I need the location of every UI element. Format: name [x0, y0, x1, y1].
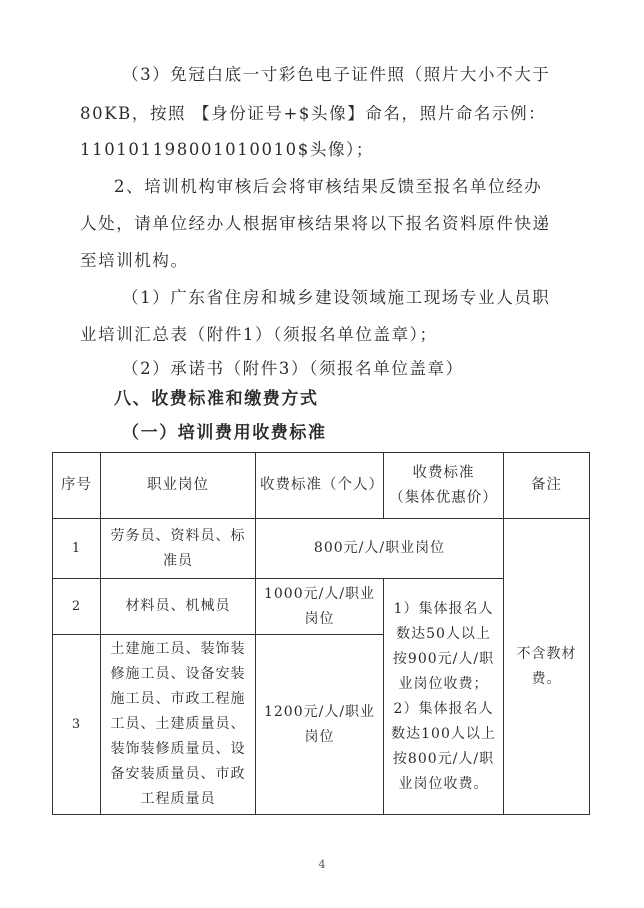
- para2-item1-line2: 业培训汇总表（附件1）（须报名单位盖章）；: [80, 325, 438, 344]
- header-note: 备注: [504, 453, 590, 519]
- item3-line1: （3）免冠白底一寸彩色电子证件照（照片大小不大于: [122, 65, 551, 84]
- row2-fee-line2: 岗位: [304, 610, 335, 627]
- page-number: 4: [318, 858, 326, 871]
- row3-post-line: 土建施工员、装饰装: [110, 641, 246, 657]
- group-fee-cell: [384, 579, 504, 815]
- para2-item2-line1: （2）承诺书（附件3）（须报名单位盖章）: [122, 359, 464, 378]
- note-line1: 不含教材: [516, 645, 577, 662]
- section8-1-heading: （一）培训费用收费标准: [122, 423, 327, 443]
- row1-post-line2: 准员: [163, 552, 193, 569]
- row3-post-line: 施工员、市政工程施: [110, 691, 246, 707]
- row3-post-line: 备安装质量员、市政: [110, 766, 246, 782]
- header-group-line1: 收费标准: [412, 464, 475, 481]
- group-line: 1）集体报名人: [393, 600, 494, 617]
- row2-fee-line1: 1000元/人/职业: [263, 585, 376, 602]
- row2-post: 材料员、机械员: [101, 579, 256, 635]
- header-group-line2: （集体优惠价）: [389, 489, 498, 506]
- header-group-fee: [384, 453, 504, 519]
- header-post: 职业岗位: [101, 453, 256, 519]
- para2-item1-line1: （1）广东省住房和城乡建设领域施工现场专业人员职: [122, 288, 551, 307]
- group-line: 数达50人以上: [396, 625, 491, 642]
- row3-fee-line1: 1200元/人/职业: [263, 703, 376, 720]
- row3-post-line: 修施工员、设备安装: [110, 666, 246, 682]
- group-line: 业岗位收费。: [398, 775, 489, 792]
- row1-post-line1: 劳务员、资料员、标: [110, 527, 246, 544]
- row3-no: 3: [53, 635, 101, 815]
- group-line: 按900元/人/职: [392, 650, 495, 667]
- row3-post-line: 工程质量员: [140, 791, 216, 807]
- group-line: 按800元/人/职: [392, 750, 495, 767]
- group-line: 数达100人以上: [391, 725, 496, 742]
- row3-post-line: 装饰装修质量员、设: [110, 741, 246, 757]
- row2-fee: [256, 579, 384, 635]
- row2-no: 2: [53, 579, 101, 635]
- section8-heading: 八、收费标准和缴费方式: [114, 389, 319, 409]
- row1-post: [101, 519, 256, 579]
- note-line2: 费。: [531, 670, 562, 687]
- fee-standard-table: [52, 452, 590, 815]
- table-row: [53, 519, 590, 579]
- table-header-row: [53, 453, 590, 519]
- row3-post-line: 工员、土建质量员、: [110, 716, 246, 732]
- item3-line2: 80KB，按照 【身份证号+$头像】命名，照片命名示例：: [80, 104, 547, 123]
- row3-post: [101, 635, 256, 815]
- para2-line2: 人处，请单位经办人根据审核结果将以下报名资料原件快递: [80, 214, 551, 233]
- para2-line3: 至培训机构。: [80, 251, 189, 270]
- group-line: 2）集体报名人: [393, 700, 494, 717]
- header-no: 序号: [53, 453, 101, 519]
- item3-line3: 110101198001010010$头像）；: [80, 140, 375, 159]
- row1-fee: 800元/人/职业岗位: [256, 519, 504, 579]
- group-line: 业岗位收费；: [398, 675, 489, 692]
- para2-line1: 2、培训机构审核后会将审核结果反馈至报名单位经办: [114, 177, 543, 196]
- row3-fee: [256, 635, 384, 815]
- note-cell: [504, 519, 590, 815]
- row1-no: 1: [53, 519, 101, 579]
- row3-fee-line2: 岗位: [304, 728, 335, 745]
- header-fee: 收费标准（个人）: [256, 453, 384, 519]
